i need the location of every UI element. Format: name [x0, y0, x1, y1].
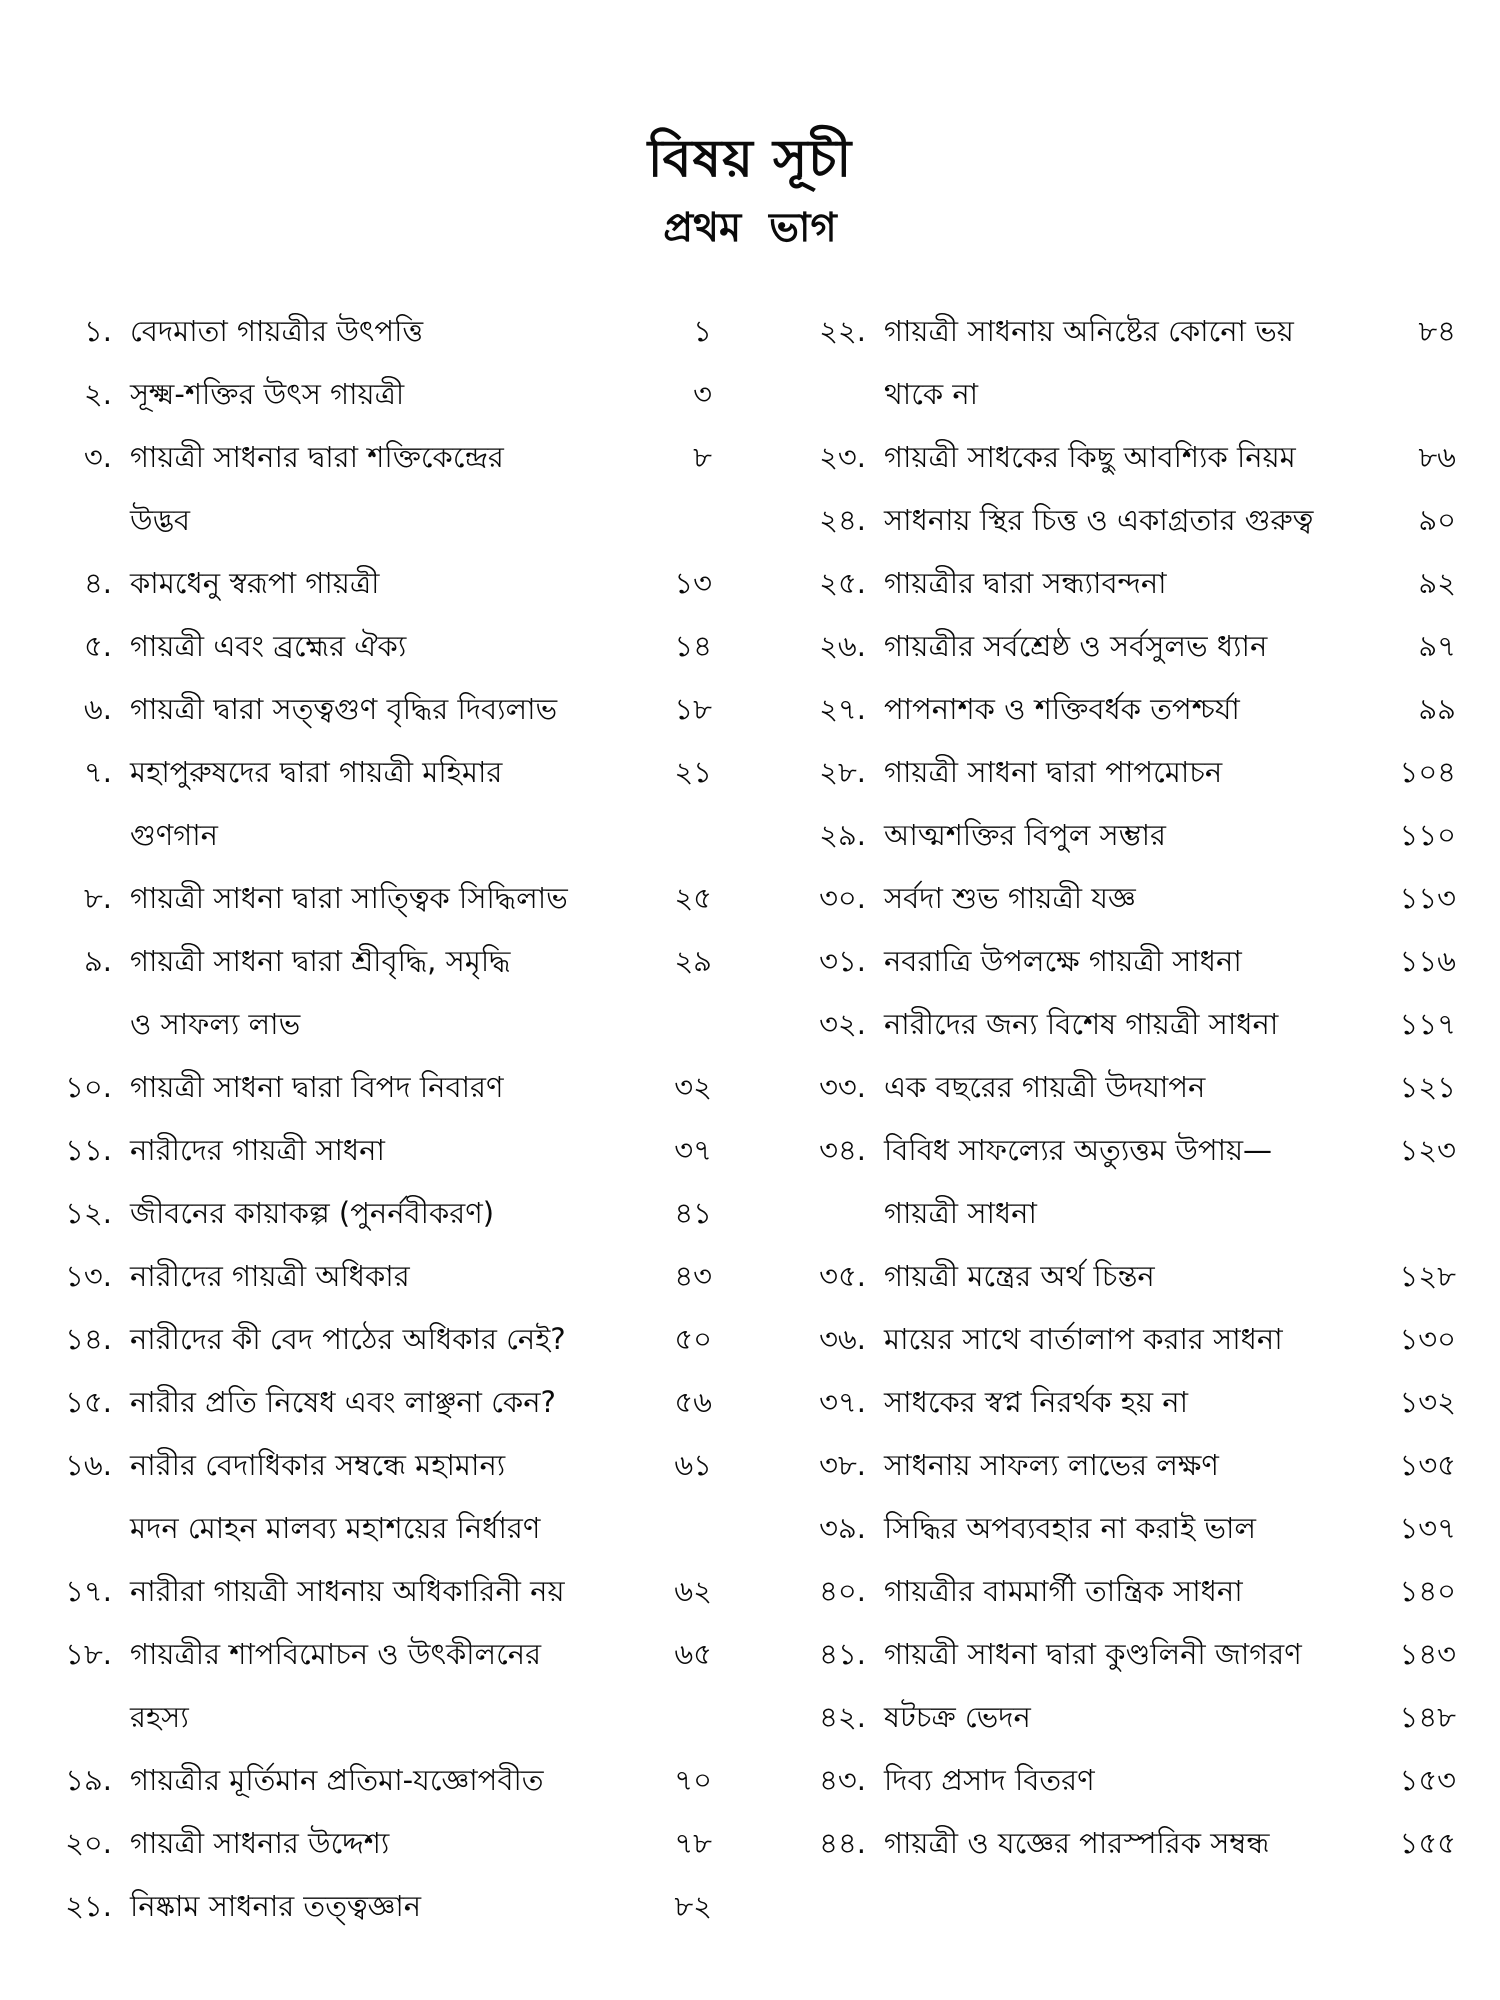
toc-entry	[44, 1056, 712, 1119]
toc-entry-number: ১৫.	[65, 1385, 112, 1419]
toc-entry	[788, 993, 1464, 1056]
toc-entry-title	[126, 1749, 616, 1812]
toc-entry-title-line: গায়ত্রী ও যজ্ঞের পারস্পরিক সম্বন্ধ	[884, 1826, 1270, 1860]
toc-entry-page: ৪১	[674, 1196, 712, 1230]
toc-entry-number: ৩১.	[819, 944, 866, 978]
toc-entry-number: ২১.	[65, 1889, 112, 1923]
toc-entry-number: ৩৯.	[819, 1511, 866, 1545]
toc-entry-page: ১০৪	[1399, 755, 1456, 789]
toc-entry-title-line: নারীর বেদাধিকার সম্বন্ধে মহামান্য	[130, 1448, 506, 1482]
toc-entry-title	[880, 1497, 1376, 1560]
toc-entry-title	[880, 867, 1376, 930]
toc-entry-number: ৭.	[83, 755, 112, 789]
toc-entry-title	[126, 741, 616, 867]
toc-entry-title-line: নবরাত্রি উপলক্ষে গায়ত্রী সাধনা	[884, 944, 1242, 978]
toc-entry	[788, 741, 1464, 804]
toc-entry-number: ১২.	[65, 1196, 112, 1230]
toc-entry-title-line: নারীর প্রতি নিষেধ এবং লাঞ্ছনা কেন?	[130, 1385, 556, 1419]
toc-entry-number: ৩২.	[819, 1007, 866, 1041]
toc-entry-title	[126, 426, 616, 552]
toc-entry-number: ৩৬.	[819, 1322, 866, 1356]
toc-entry-title-line: বেদমাতা গায়ত্রীর উৎপত্তি	[130, 314, 424, 348]
toc-entry-title-line: আত্মশক্তির বিপুল সম্ভার	[884, 818, 1166, 852]
toc-entry-number: ২০.	[65, 1826, 112, 1860]
toc-entry-page: ১৩৭	[1399, 1511, 1456, 1545]
toc-entry-page: ৮৬	[1418, 440, 1456, 474]
toc-entry-title	[880, 1560, 1376, 1623]
toc-entry-page: ৭৮	[674, 1826, 712, 1860]
toc-entry	[788, 867, 1464, 930]
toc-entry-title-line: বিবিধ সাফল্যের অত্যুত্তম উপায়—	[884, 1133, 1273, 1167]
toc-entry-title-line: সর্বদা শুভ গায়ত্রী যজ্ঞ	[884, 881, 1136, 915]
toc-entry	[788, 615, 1464, 678]
toc-entry-title	[880, 930, 1376, 993]
toc-entry-title-line: গায়ত্রীর শাপবিমোচন ও উৎকীলনের	[130, 1637, 542, 1671]
toc-entry-title	[126, 615, 616, 678]
toc-entry-number: ১৭.	[65, 1574, 112, 1608]
toc-entry-number: ৫.	[83, 629, 112, 663]
toc-entry-number: ৩৭.	[819, 1385, 866, 1419]
toc-entry-page: ৯০	[1418, 503, 1456, 537]
toc-entry-number: ১৪.	[65, 1322, 112, 1356]
toc-entry	[44, 867, 712, 930]
toc-entry-number: ১৮.	[65, 1637, 112, 1671]
toc-entry-page: ২১	[674, 755, 712, 789]
toc-entry-page: ১৫৩	[1399, 1763, 1456, 1797]
toc-entry-title-line: জীবনের কায়াকল্প (পুনর্নবীকরণ)	[130, 1196, 495, 1230]
toc-entry-page: ২৫	[674, 881, 712, 915]
toc-entry-title	[880, 1308, 1376, 1371]
toc-entry-title	[880, 615, 1376, 678]
toc-entry-title	[126, 1812, 616, 1875]
toc-entry	[44, 552, 712, 615]
toc-entry-title-line: নারীদের গায়ত্রী অধিকার	[130, 1259, 410, 1293]
toc-entry-title-line: সাধনায় স্থির চিত্ত ও একাগ্রতার গুরুত্ব	[884, 503, 1314, 537]
toc-entry-title-line: গায়ত্রীর মূর্তিমান প্রতিমা-যজ্ঞোপবীত	[130, 1763, 544, 1797]
toc-entry-title-line: গায়ত্রী এবং ব্রহ্মের ঐক্য	[130, 629, 407, 663]
toc-entry-title-line: এক বছরের গায়ত্রী উদযাপন	[884, 1070, 1206, 1104]
toc-entry-page: ৫০	[674, 1322, 712, 1356]
toc-entry-title-line: গায়ত্রী সাধনা দ্বারা কুণ্ডলিনী জাগরণ	[884, 1637, 1302, 1671]
toc-entry-title-line: নারীদের গায়ত্রী সাধনা	[130, 1133, 385, 1167]
toc-entry-title	[880, 804, 1376, 867]
toc-entry-title-line: নিষ্কাম সাধনার তত্ত্বজ্ঞান	[130, 1889, 422, 1923]
toc-entry	[44, 1308, 712, 1371]
toc-entry	[44, 426, 712, 552]
toc-entry-page: ১৪	[674, 629, 712, 663]
toc-entry-title-line: উদ্ভব	[130, 503, 191, 537]
toc-entry-title-line: গায়ত্রী সাধনা দ্বারা সাত্ত্বিক সিদ্ধিলাভ	[130, 881, 568, 915]
toc-entry	[788, 552, 1464, 615]
toc-entry-title-line: গায়ত্রীর বামমার্গী তান্ত্রিক সাধনা	[884, 1574, 1243, 1608]
toc-entry-page: ৯৯	[1418, 692, 1456, 726]
toc-entry-title-line: সিদ্ধির অপব্যবহার না করাই ভাল	[884, 1511, 1257, 1545]
toc-entry-number: ৪১.	[819, 1637, 866, 1671]
toc-entry-title	[880, 741, 1376, 804]
toc-entry-title-line: মায়ের সাথে বার্তালাপ করার সাধনা	[884, 1322, 1283, 1356]
toc-entry-title-line: গায়ত্রীর দ্বারা সন্ধ্যাবন্দনা	[884, 566, 1167, 600]
toc-entry	[44, 363, 712, 426]
toc-entry-page: ৬৫	[674, 1637, 712, 1671]
toc-entry	[44, 1560, 712, 1623]
toc-entry-page: ১৫৫	[1399, 1826, 1456, 1860]
toc-entry-number: ১.	[83, 314, 112, 348]
toc-entry-title	[126, 1056, 616, 1119]
toc-entry-number: ২৬.	[819, 629, 866, 663]
toc-entry	[44, 1875, 712, 1938]
toc-entry-page: ১৩০	[1399, 1322, 1456, 1356]
toc-entry-title-line: মদন মোহন মালব্য মহাশয়ের নির্ধারণ	[130, 1511, 541, 1545]
toc-entry-number: ২৭.	[819, 692, 866, 726]
toc-entry-title	[126, 1245, 616, 1308]
toc-entry-number: ৪০.	[819, 1574, 866, 1608]
toc-entry-number: ৩৩.	[819, 1070, 866, 1104]
toc-entry-title	[126, 1560, 616, 1623]
toc-entry-number: ২৫.	[819, 566, 866, 600]
toc-entry-page: ১১৬	[1399, 944, 1456, 978]
toc-entry-title-line: গুণগান	[130, 818, 218, 852]
toc-entry-page: ৭০	[674, 1763, 712, 1797]
toc-entry	[788, 1812, 1464, 1875]
toc-entry-page: ১৪৩	[1399, 1637, 1456, 1671]
toc-entry-title-line: রহস্য	[130, 1700, 189, 1734]
toc-entry-number: ২.	[83, 377, 112, 411]
toc-entry-title-line: গায়ত্রী দ্বারা সত্ত্বগুণ বৃদ্ধির দিব্যলাভ	[130, 692, 558, 726]
toc-entry-title	[126, 1875, 616, 1938]
toc-entry-number: ৬.	[83, 692, 112, 726]
toc-entry-title-line: কামধেনু স্বরূপা গায়ত্রী	[130, 566, 380, 600]
toc-entry-page: ১১৭	[1399, 1007, 1456, 1041]
toc-entry-number: ১৩.	[65, 1259, 112, 1293]
toc-entry	[788, 1056, 1464, 1119]
toc-entry-title	[880, 1371, 1376, 1434]
toc-entry-page: ১৪০	[1399, 1574, 1456, 1608]
toc-entry-page: ১২৮	[1399, 1259, 1456, 1293]
toc-entry-title-line: সাধনায় সাফল্য লাভের লক্ষণ	[884, 1448, 1219, 1482]
toc-column-right	[788, 300, 1464, 1875]
toc-entry	[44, 741, 712, 867]
toc-entry-number: ৪.	[83, 566, 112, 600]
toc-entry-number: ২৪.	[819, 503, 866, 537]
toc-entry-title-line: গায়ত্রী সাধনার উদ্দেশ্য	[130, 1826, 390, 1860]
toc-entry-title	[880, 1623, 1376, 1686]
toc-entry-page: ১২১	[1399, 1070, 1456, 1104]
toc-entry	[788, 804, 1464, 867]
toc-entry-title	[126, 930, 616, 1056]
toc-entry	[788, 1686, 1464, 1749]
toc-entry-page: ১২৩	[1399, 1133, 1456, 1167]
toc-entry-page: ৮২	[674, 1889, 712, 1923]
toc-entry	[788, 930, 1464, 993]
toc-entry	[788, 1497, 1464, 1560]
toc-entry-number: ৩.	[83, 440, 112, 474]
toc-entry-title-line: সাধকের স্বপ্ন নিরর্থক হয় না	[884, 1385, 1188, 1419]
toc-entry-page: ২৯	[674, 944, 712, 978]
toc-entry	[44, 1812, 712, 1875]
toc-entry-title-line: গায়ত্রী সাধনায় অনিষ্টের কোনো ভয়	[884, 314, 1294, 348]
toc-entry-title	[126, 1119, 616, 1182]
toc-entry-page: ৮	[693, 440, 712, 474]
toc-entry	[44, 930, 712, 1056]
toc-entry-title	[880, 1812, 1376, 1875]
toc-entry-title	[880, 678, 1376, 741]
toc-entry-page: ৬১	[674, 1448, 712, 1482]
toc-entry-number: ৪২.	[819, 1700, 866, 1734]
toc-entry-page: ৩	[693, 377, 712, 411]
toc-entry-title-line: নারীদের কী বেদ পাঠের অধিকার নেই?	[130, 1322, 566, 1356]
toc-entry	[44, 300, 712, 363]
toc-entry-title-line: গায়ত্রী সাধনা দ্বারা শ্রীবৃদ্ধি, সমৃদ্ধি	[130, 944, 511, 978]
toc-entry	[788, 1749, 1464, 1812]
toc-entry-title-line: গায়ত্রী সাধনার দ্বারা শক্তিকেন্দ্রের	[130, 440, 504, 474]
toc-entry	[788, 489, 1464, 552]
page-title: বিষয় সূচী	[647, 129, 853, 189]
toc-entry-title	[880, 300, 1376, 426]
toc-entry-title-line: সূক্ষ্ম-শক্তির উৎস গায়ত্রী	[130, 377, 405, 411]
toc-entry-number: ২২.	[819, 314, 866, 348]
toc-entry-number: ৪৩.	[819, 1763, 866, 1797]
toc-entry	[788, 1308, 1464, 1371]
toc-entry	[788, 1371, 1464, 1434]
toc-entry-title-line: গায়ত্রীর সর্বশ্রেষ্ঠ ও সর্বসুলভ ধ্যান	[884, 629, 1268, 663]
toc-entry	[788, 300, 1464, 426]
toc-entry-number: ৩৮.	[819, 1448, 866, 1482]
toc-entry	[788, 1560, 1464, 1623]
toc-entry-title-line: দিব্য প্রসাদ বিতরণ	[884, 1763, 1095, 1797]
toc-entry-title-line: মহাপুরুষদের দ্বারা গায়ত্রী মহিমার	[130, 755, 503, 789]
toc-entry-title	[880, 552, 1376, 615]
toc-entry-title	[126, 867, 616, 930]
toc-entry-title	[880, 426, 1376, 489]
toc-entry-title	[126, 1371, 616, 1434]
toc-entry	[44, 1623, 712, 1749]
toc-entry-page: ৮৪	[1418, 314, 1456, 348]
toc-entry-title-line: গায়ত্রী মন্ত্রের অর্থ চিন্তন	[884, 1259, 1155, 1293]
toc-entry	[44, 678, 712, 741]
toc-entry-page: ৯৭	[1418, 629, 1456, 663]
toc-entry-title-line: ষটচক্র ভেদন	[884, 1700, 1031, 1734]
toc-entry-title-line: ও সাফল্য লাভ	[130, 1007, 301, 1041]
toc-entry-number: ৩৫.	[819, 1259, 866, 1293]
toc-entry-number: ২৯.	[819, 818, 866, 852]
toc-entry-title	[880, 1686, 1376, 1749]
toc-entry-page: ১৮	[674, 692, 712, 726]
toc-entry-number: ২৮.	[819, 755, 866, 789]
toc-entry	[44, 1245, 712, 1308]
toc-entry-title-line: গায়ত্রী সাধকের কিছু আবশ্যিক নিয়ম	[884, 440, 1296, 474]
toc-entry-title	[126, 552, 616, 615]
toc-entry-title-line: থাকে না	[884, 377, 979, 411]
toc-entry-number: ৩৪.	[819, 1133, 866, 1167]
toc-entry-title	[880, 1749, 1376, 1812]
toc-entry-page: ৫৬	[674, 1385, 712, 1419]
toc-entry-title-line: গায়ত্রী সাধনা দ্বারা বিপদ নিবারণ	[130, 1070, 504, 1104]
toc-entry-title	[126, 363, 616, 426]
toc-entry-page: ৬২	[674, 1574, 712, 1608]
toc-entry-title	[880, 1245, 1376, 1308]
toc-entry-title-line: গায়ত্রী সাধনা	[884, 1196, 1037, 1230]
toc-entry-title	[126, 300, 616, 363]
toc-entry-title	[126, 1182, 616, 1245]
page-subtitle: প্রথম ভাগ	[663, 205, 837, 251]
toc-entry-page: ৩৭	[674, 1133, 712, 1167]
toc-entry	[788, 678, 1464, 741]
toc-entry	[44, 1434, 712, 1560]
toc-entry-page: ৯২	[1418, 566, 1456, 600]
toc-entry	[44, 1749, 712, 1812]
toc-entry	[788, 1623, 1464, 1686]
toc-entry-number: ২৩.	[819, 440, 866, 474]
toc-entry-title-line: পাপনাশক ও শক্তিবর্ধক তপশ্চর্যা	[884, 692, 1240, 726]
toc-entry-page: ১	[693, 314, 712, 348]
toc-entry	[44, 615, 712, 678]
toc-entry	[44, 1182, 712, 1245]
toc-entry-title-line: গায়ত্রী সাধনা দ্বারা পাপমোচন	[884, 755, 1223, 789]
toc-entry-number: ৩০.	[819, 881, 866, 915]
toc-entry-title	[126, 678, 616, 741]
toc-entry-title	[880, 993, 1376, 1056]
toc-entry-number: ১০.	[65, 1070, 112, 1104]
toc-entry-page: ৩২	[674, 1070, 712, 1104]
toc-entry-title	[126, 1623, 616, 1749]
toc-entry-page: ৪৩	[674, 1259, 712, 1293]
toc-entry	[788, 1245, 1464, 1308]
toc-entry-title-line: নারীরা গায়ত্রী সাধনায় অধিকারিনী নয়	[130, 1574, 565, 1608]
toc-entry	[44, 1371, 712, 1434]
toc-entry	[44, 1119, 712, 1182]
toc-entry	[788, 426, 1464, 489]
toc-entry-page: ১৩৫	[1399, 1448, 1456, 1482]
toc-entry-number: ৮.	[83, 881, 112, 915]
toc-entry-title	[880, 489, 1376, 552]
toc-entry-number: ১১.	[65, 1133, 112, 1167]
toc-entry-title-line: নারীদের জন্য বিশেষ গায়ত্রী সাধনা	[884, 1007, 1279, 1041]
toc-entry-number: ৯.	[83, 944, 112, 978]
toc-column-left	[44, 300, 712, 1938]
toc-entry-page: ১৩২	[1399, 1385, 1456, 1419]
toc-entry-number: ৪৪.	[819, 1826, 866, 1860]
toc-entry	[788, 1434, 1464, 1497]
toc-entry	[788, 1119, 1464, 1245]
toc-entry-title	[126, 1434, 616, 1560]
toc-entry-page: ১১০	[1399, 818, 1456, 852]
toc-entry-title	[880, 1434, 1376, 1497]
toc-entry-number: ১৯.	[65, 1763, 112, 1797]
toc-entry-page: ১৩	[674, 566, 712, 600]
toc-entry-title	[126, 1308, 616, 1371]
toc-entry-page: ১৪৮	[1399, 1700, 1456, 1734]
toc-entry-title	[880, 1119, 1376, 1245]
toc-entry-page: ১১৩	[1399, 881, 1456, 915]
toc-entry-title	[880, 1056, 1376, 1119]
toc-entry-number: ১৬.	[65, 1448, 112, 1482]
